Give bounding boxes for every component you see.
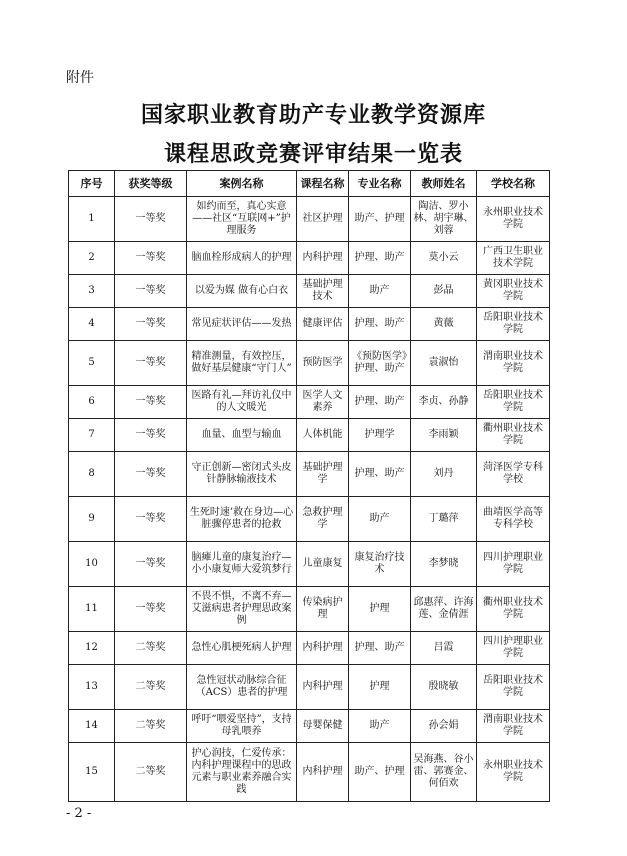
cell-award: 一等奖 xyxy=(115,497,187,542)
cell-major: 护理 xyxy=(349,587,411,632)
column-header-school: 学校名称 xyxy=(477,171,550,197)
table-row xyxy=(69,341,550,386)
cell-school: 菏泽医学专科学校 xyxy=(477,452,550,497)
cell-teachers: 彭晶 xyxy=(411,275,477,308)
document-subtitle: 课程思政竞赛评审结果一览表 xyxy=(163,141,463,167)
cell-index: 10 xyxy=(69,542,115,587)
table-row xyxy=(69,632,550,665)
table-row xyxy=(69,452,550,497)
cell-major: 护理、助产 xyxy=(349,632,411,665)
cell-course: 人体机能 xyxy=(297,419,349,452)
cell-major: 康复治疗技术 xyxy=(349,542,411,587)
cell-major: 护理、助产 xyxy=(349,308,411,341)
cell-award: 一等奖 xyxy=(115,587,187,632)
cell-school: 岳阳职业技术学院 xyxy=(477,386,550,419)
cell-school: 曲靖医学高等专科学校 xyxy=(477,497,550,542)
table-row xyxy=(69,275,550,308)
cell-index: 2 xyxy=(69,242,115,275)
cell-index: 13 xyxy=(69,665,115,710)
cell-teachers: 吴海燕、谷小雷、郭赛金、何佰欢 xyxy=(411,743,477,802)
cell-case: 如约而至，真心实意——社区“互联网+”护理服务 xyxy=(187,197,297,242)
cell-case: 血量、血型与输血 xyxy=(187,419,297,452)
table-row xyxy=(69,542,550,587)
column-header-course: 课程名称 xyxy=(297,171,349,197)
document-title: 国家职业教育助产专业教学资源库 xyxy=(140,102,486,128)
cell-major: 护理、助产 xyxy=(349,386,411,419)
cell-course: 医学人文素养 xyxy=(297,386,349,419)
cell-index: 8 xyxy=(69,452,115,497)
cell-index: 7 xyxy=(69,419,115,452)
cell-school: 衢州职业技术学院 xyxy=(477,587,550,632)
cell-case: 急性冠状动脉综合征（ACS）患者的护理 xyxy=(187,665,297,710)
cell-case: 呼吁“喂爱坚持”，支持母乳喂养 xyxy=(187,710,297,743)
cell-school: 渭南职业技术学院 xyxy=(477,710,550,743)
cell-major: 助产 xyxy=(349,497,411,542)
cell-course: 内科护理 xyxy=(297,632,349,665)
table-row xyxy=(69,497,550,542)
cell-case: 护心润技，仁爱传承：内科护理课程中的思政元素与职业素养融合实践 xyxy=(187,743,297,802)
cell-case: 常见症状评估——发热 xyxy=(187,308,297,341)
cell-school: 永州职业技术学院 xyxy=(477,197,550,242)
cell-case: 守正创新—密闭式头皮针静脉输液技术 xyxy=(187,452,297,497)
cell-case: 以爱为媒 做有心白衣 xyxy=(187,275,297,308)
cell-teachers: 陶洁、罗小林、胡宇琳、刘蓉 xyxy=(411,197,477,242)
table-row xyxy=(69,419,550,452)
cell-school: 渭南职业技术学院 xyxy=(477,341,550,386)
cell-course: 内科护理 xyxy=(297,743,349,802)
cell-award: 一等奖 xyxy=(115,242,187,275)
cell-teachers: 李梦晓 xyxy=(411,542,477,587)
cell-index: 1 xyxy=(69,197,115,242)
cell-case: 医路有礼—拜访礼仪中的人文暖光 xyxy=(187,386,297,419)
column-header-index: 序号 xyxy=(69,171,115,197)
cell-teachers: 丁璐萍 xyxy=(411,497,477,542)
cell-teachers: 黄薇 xyxy=(411,308,477,341)
cell-teachers: 袁淑怡 xyxy=(411,341,477,386)
cell-school: 四川护理职业学院 xyxy=(477,632,550,665)
cell-school: 永州职业技术学院 xyxy=(477,743,550,802)
attachment-label: 附件 xyxy=(66,70,94,86)
cell-award: 一等奖 xyxy=(115,419,187,452)
cell-course: 健康评估 xyxy=(297,308,349,341)
cell-school: 岳阳职业技术学院 xyxy=(477,665,550,710)
cell-major: 助产、护理 xyxy=(349,197,411,242)
page-number: - 2 - xyxy=(66,806,92,821)
cell-major: 护理学 xyxy=(349,419,411,452)
table-row xyxy=(69,242,550,275)
table-row xyxy=(69,308,550,341)
cell-major: 护理、助产 xyxy=(349,452,411,497)
cell-major: 护理、助产 xyxy=(349,242,411,275)
cell-award: 二等奖 xyxy=(115,743,187,802)
cell-course: 预防医学 xyxy=(297,341,349,386)
cell-teachers: 李雨颖 xyxy=(411,419,477,452)
table-row xyxy=(69,743,550,802)
cell-teachers: 刘丹 xyxy=(411,452,477,497)
results-table xyxy=(68,170,550,802)
cell-award: 二等奖 xyxy=(115,665,187,710)
cell-index: 6 xyxy=(69,386,115,419)
cell-index: 5 xyxy=(69,341,115,386)
cell-major: 助产 xyxy=(349,275,411,308)
cell-case: 精准测量，有效控压，做好基层健康“守门人” xyxy=(187,341,297,386)
cell-award: 一等奖 xyxy=(115,308,187,341)
cell-teachers: 吕霞 xyxy=(411,632,477,665)
cell-course: 内科护理 xyxy=(297,242,349,275)
cell-school: 黄冈职业技术学院 xyxy=(477,275,550,308)
cell-award: 一等奖 xyxy=(115,386,187,419)
cell-major: 护理 xyxy=(349,665,411,710)
cell-course: 母婴保健 xyxy=(297,710,349,743)
column-header-teachers: 教师姓名 xyxy=(411,171,477,197)
cell-course: 急救护理学 xyxy=(297,497,349,542)
cell-school: 岳阳职业技术学院 xyxy=(477,308,550,341)
cell-major: 助产、护理 xyxy=(349,743,411,802)
cell-teachers: 孙会娟 xyxy=(411,710,477,743)
table-row xyxy=(69,197,550,242)
cell-index: 15 xyxy=(69,743,115,802)
table-row xyxy=(69,386,550,419)
cell-case: 不畏不惧，不离不弃—艾滋病患者护理思政案例 xyxy=(187,587,297,632)
column-header-major: 专业名称 xyxy=(349,171,411,197)
cell-case: 脑瘫儿童的康复治疗—小小康复师大爱筑梦行 xyxy=(187,542,297,587)
table-row xyxy=(69,710,550,743)
cell-school: 四川护理职业学院 xyxy=(477,542,550,587)
cell-teachers: 殷晓敏 xyxy=(411,665,477,710)
cell-award: 一等奖 xyxy=(115,341,187,386)
cell-case: 脑血栓形成病人的护理 xyxy=(187,242,297,275)
cell-award: 一等奖 xyxy=(115,197,187,242)
cell-teachers: 莫小云 xyxy=(411,242,477,275)
table-row xyxy=(69,665,550,710)
cell-teachers: 李贞、孙静 xyxy=(411,386,477,419)
cell-course: 社区护理 xyxy=(297,197,349,242)
cell-major: 助产 xyxy=(349,710,411,743)
cell-index: 4 xyxy=(69,308,115,341)
cell-case: 急性心肌梗死病人护理 xyxy=(187,632,297,665)
cell-award: 二等奖 xyxy=(115,632,187,665)
cell-award: 一等奖 xyxy=(115,275,187,308)
table-row xyxy=(69,587,550,632)
cell-case: 生死时速’救在身边—心脏骤停患者的抢救 xyxy=(187,497,297,542)
cell-index: 3 xyxy=(69,275,115,308)
cell-index: 11 xyxy=(69,587,115,632)
cell-index: 9 xyxy=(69,497,115,542)
cell-index: 12 xyxy=(69,632,115,665)
cell-course: 基础护理学 xyxy=(297,452,349,497)
table-header-row xyxy=(69,171,550,197)
table-body xyxy=(69,197,550,802)
cell-index: 14 xyxy=(69,710,115,743)
cell-teachers: 邱惠萍、许海莲、金倩涯 xyxy=(411,587,477,632)
cell-school: 广西卫生职业技术学院 xyxy=(477,242,550,275)
cell-award: 一等奖 xyxy=(115,452,187,497)
cell-school: 衢州职业技术学院 xyxy=(477,419,550,452)
column-header-award: 获奖等级 xyxy=(115,171,187,197)
cell-course: 基础护理技术 xyxy=(297,275,349,308)
cell-award: 一等奖 xyxy=(115,542,187,587)
cell-course: 传染病护理 xyxy=(297,587,349,632)
cell-course: 内科护理 xyxy=(297,665,349,710)
cell-award: 二等奖 xyxy=(115,710,187,743)
cell-course: 儿童康复 xyxy=(297,542,349,587)
cell-major: 《预防医学》护理、助产 xyxy=(349,341,411,386)
column-header-case: 案例名称 xyxy=(187,171,297,197)
